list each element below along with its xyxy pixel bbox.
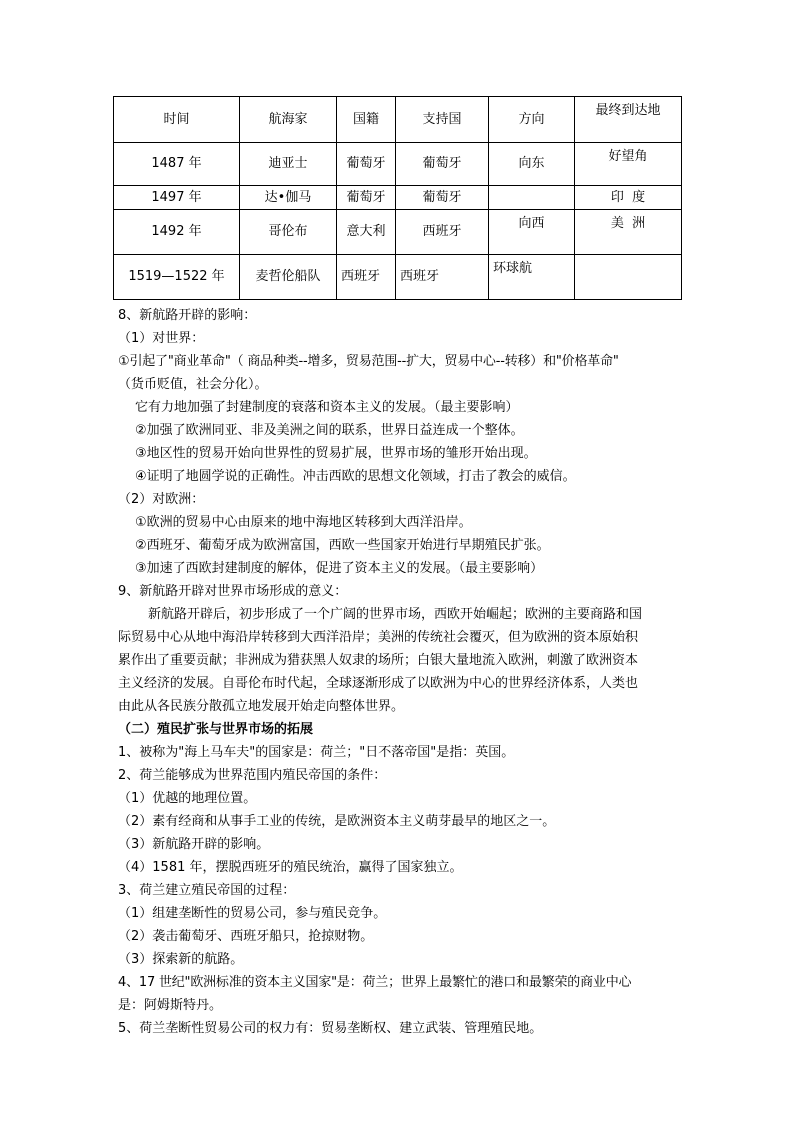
voyages-table [113,96,682,300]
item-2: 2、荷兰能够成为世界范围内殖民帝国的条件： [118,768,387,783]
header-cell-sponsor: 支持国 [396,97,489,143]
table-row [114,255,682,300]
section-8-europe-item-2: ②西班牙、葡萄牙成为欧洲富国，西欧一些国家开始进行早期殖民扩张。 [135,538,550,553]
section-8-europe-heading: （2）对欧洲： [118,492,205,507]
section-8-world-item-1: ①引起了"商业革命"（ 商品种类--增多，贸易范围--扩大，贸易中心--转移）和"价格革命" [118,354,619,369]
table-cell: 西班牙 [396,255,489,300]
item-3-sub-2: （2）袭击葡萄牙、西班牙船只，抢掠财物。 [118,929,374,944]
section-9-paragraph-line-1: 新航路开辟后，初步形成了一个广阔的世界市场，西欧开始崛起；欧洲的主要商路和国 [148,607,643,622]
table-cell [575,255,682,300]
part-2-title: （二）殖民扩张与世界市场的拓展 [118,722,314,737]
table-cell: 麦哲伦船队 [240,255,337,300]
section-9-paragraph-line-3: 累作出了重要贡献；非洲成为猎获黑人奴隶的场所；白银大量地流入欧洲，刺激了欧洲资本 [118,653,639,668]
table-header-row [114,97,682,143]
table-cell: 向东 [489,143,575,186]
section-8-europe-item-3: ③加速了西欧封建制度的解体，促进了资本主义的发展。（最主要影响） [135,561,544,576]
section-9-paragraph-line-4: 主义经济的发展。自哥伦布时代起，全球逐渐形成了以欧洲为中心的世界经济体系，人类也 [118,676,639,691]
section-8-world-item-3: ③地区性的贸易开始向世界性的贸易扩展，世界市场的雏形开始出现。 [135,446,537,461]
table-cell: 迪亚士 [240,143,337,186]
table-cell: 1487 年 [114,143,240,186]
table-cell: 葡萄牙 [396,186,489,210]
table-cell: 葡萄牙 [337,143,396,186]
section-9-title: 9、新航路开辟对世界市场形成的意义： [118,584,348,599]
table-cell: 好望角 [575,143,682,186]
item-5: 5、荷兰垄断性贸易公司的权力有：贸易垄断权、建立武装、管理殖民地。 [118,1021,543,1036]
section-8-world-item-1-cont: （货币贬值，社会分化）。 [118,377,268,392]
table-cell: 1519—1522 年 [114,255,240,300]
item-2-sub-4: （4）1581 年，摆脱西班牙的殖民统治，赢得了国家独立。 [118,860,463,875]
table-cell: 环球航 [489,255,575,300]
item-3: 3、荷兰建立殖民帝国的过程： [118,883,296,898]
table-cell: 1492 年 [114,210,240,255]
section-8-europe-item-1: ①欧洲的贸易中心由原来的地中海地区转移到大西洋沿岸。 [135,515,472,530]
section-8-world-item-1-note: 它有力地加强了封建制度的衰落和资本主义的发展。（最主要影响） [135,400,519,415]
item-2-sub-1: （1）优越的地理位置。 [118,791,257,806]
section-8-title: 8、新航路开辟的影响： [118,308,257,323]
table-row [114,210,682,255]
item-3-sub-1: （1）组建垄断性的贸易公司，参与殖民竞争。 [118,906,387,921]
table-cell: 向西 [489,210,575,255]
table-cell: 印 度 [575,186,682,210]
item-1: 1、被称为"海上马车夫"的国家是：荷兰；"日不落帝国"是指：英国。 [118,745,515,760]
header-cell-navigator: 航海家 [240,97,337,143]
table-cell: 美 洲 [575,210,682,255]
item-2-sub-2: （2）素有经商和从事手工业的传统，是欧洲资本主义萌芽最早的地区之一。 [118,814,556,829]
section-8-world-item-4: ④证明了地圆学说的正确性。冲击西欧的思想文化领域，打击了教会的威信。 [135,469,576,484]
table-cell: 1497 年 [114,186,240,210]
item-4: 4、17 世纪"欧洲标准的资本主义国家"是：荷兰；世界上最繁忙的港口和最繁荣的商业中心 [118,975,632,990]
table-row [114,143,682,186]
header-cell-nationality: 国籍 [337,97,396,143]
item-3-sub-3: （3）探索新的航路。 [118,952,244,967]
table-cell [489,186,575,210]
table-cell: 西班牙 [337,255,396,300]
table-cell: 葡萄牙 [337,186,396,210]
table-cell: 意大利 [337,210,396,255]
header-cell-destination: 最终到达地 [575,97,682,143]
header-cell-time: 时间 [114,97,240,143]
table-cell: 哥伦布 [240,210,337,255]
section-8-world-heading: （1）对世界： [118,331,205,346]
table-cell: 葡萄牙 [396,143,489,186]
section-9-paragraph-line-5: 由此从各民族分散孤立地发展开始走向整体世界。 [118,699,405,714]
table-row [114,186,682,210]
table-cell: 西班牙 [396,210,489,255]
item-2-sub-3: （3）新航路开辟的影响。 [118,837,270,852]
body-text [118,304,688,1040]
item-4-cont: 是：阿姆斯特丹。 [118,998,223,1013]
section-9-paragraph-line-2: 际贸易中心从地中海沿岸转移到大西洋沿岸；美洲的传统社会覆灭，但为欧洲的资本原始积 [118,630,639,645]
section-8-world-item-2: ②加强了欧洲同亚、非及美洲之间的联系，世界日益连成一个整体。 [135,423,524,438]
table-cell: 达•伽马 [240,186,337,210]
header-cell-direction: 方向 [489,97,575,143]
